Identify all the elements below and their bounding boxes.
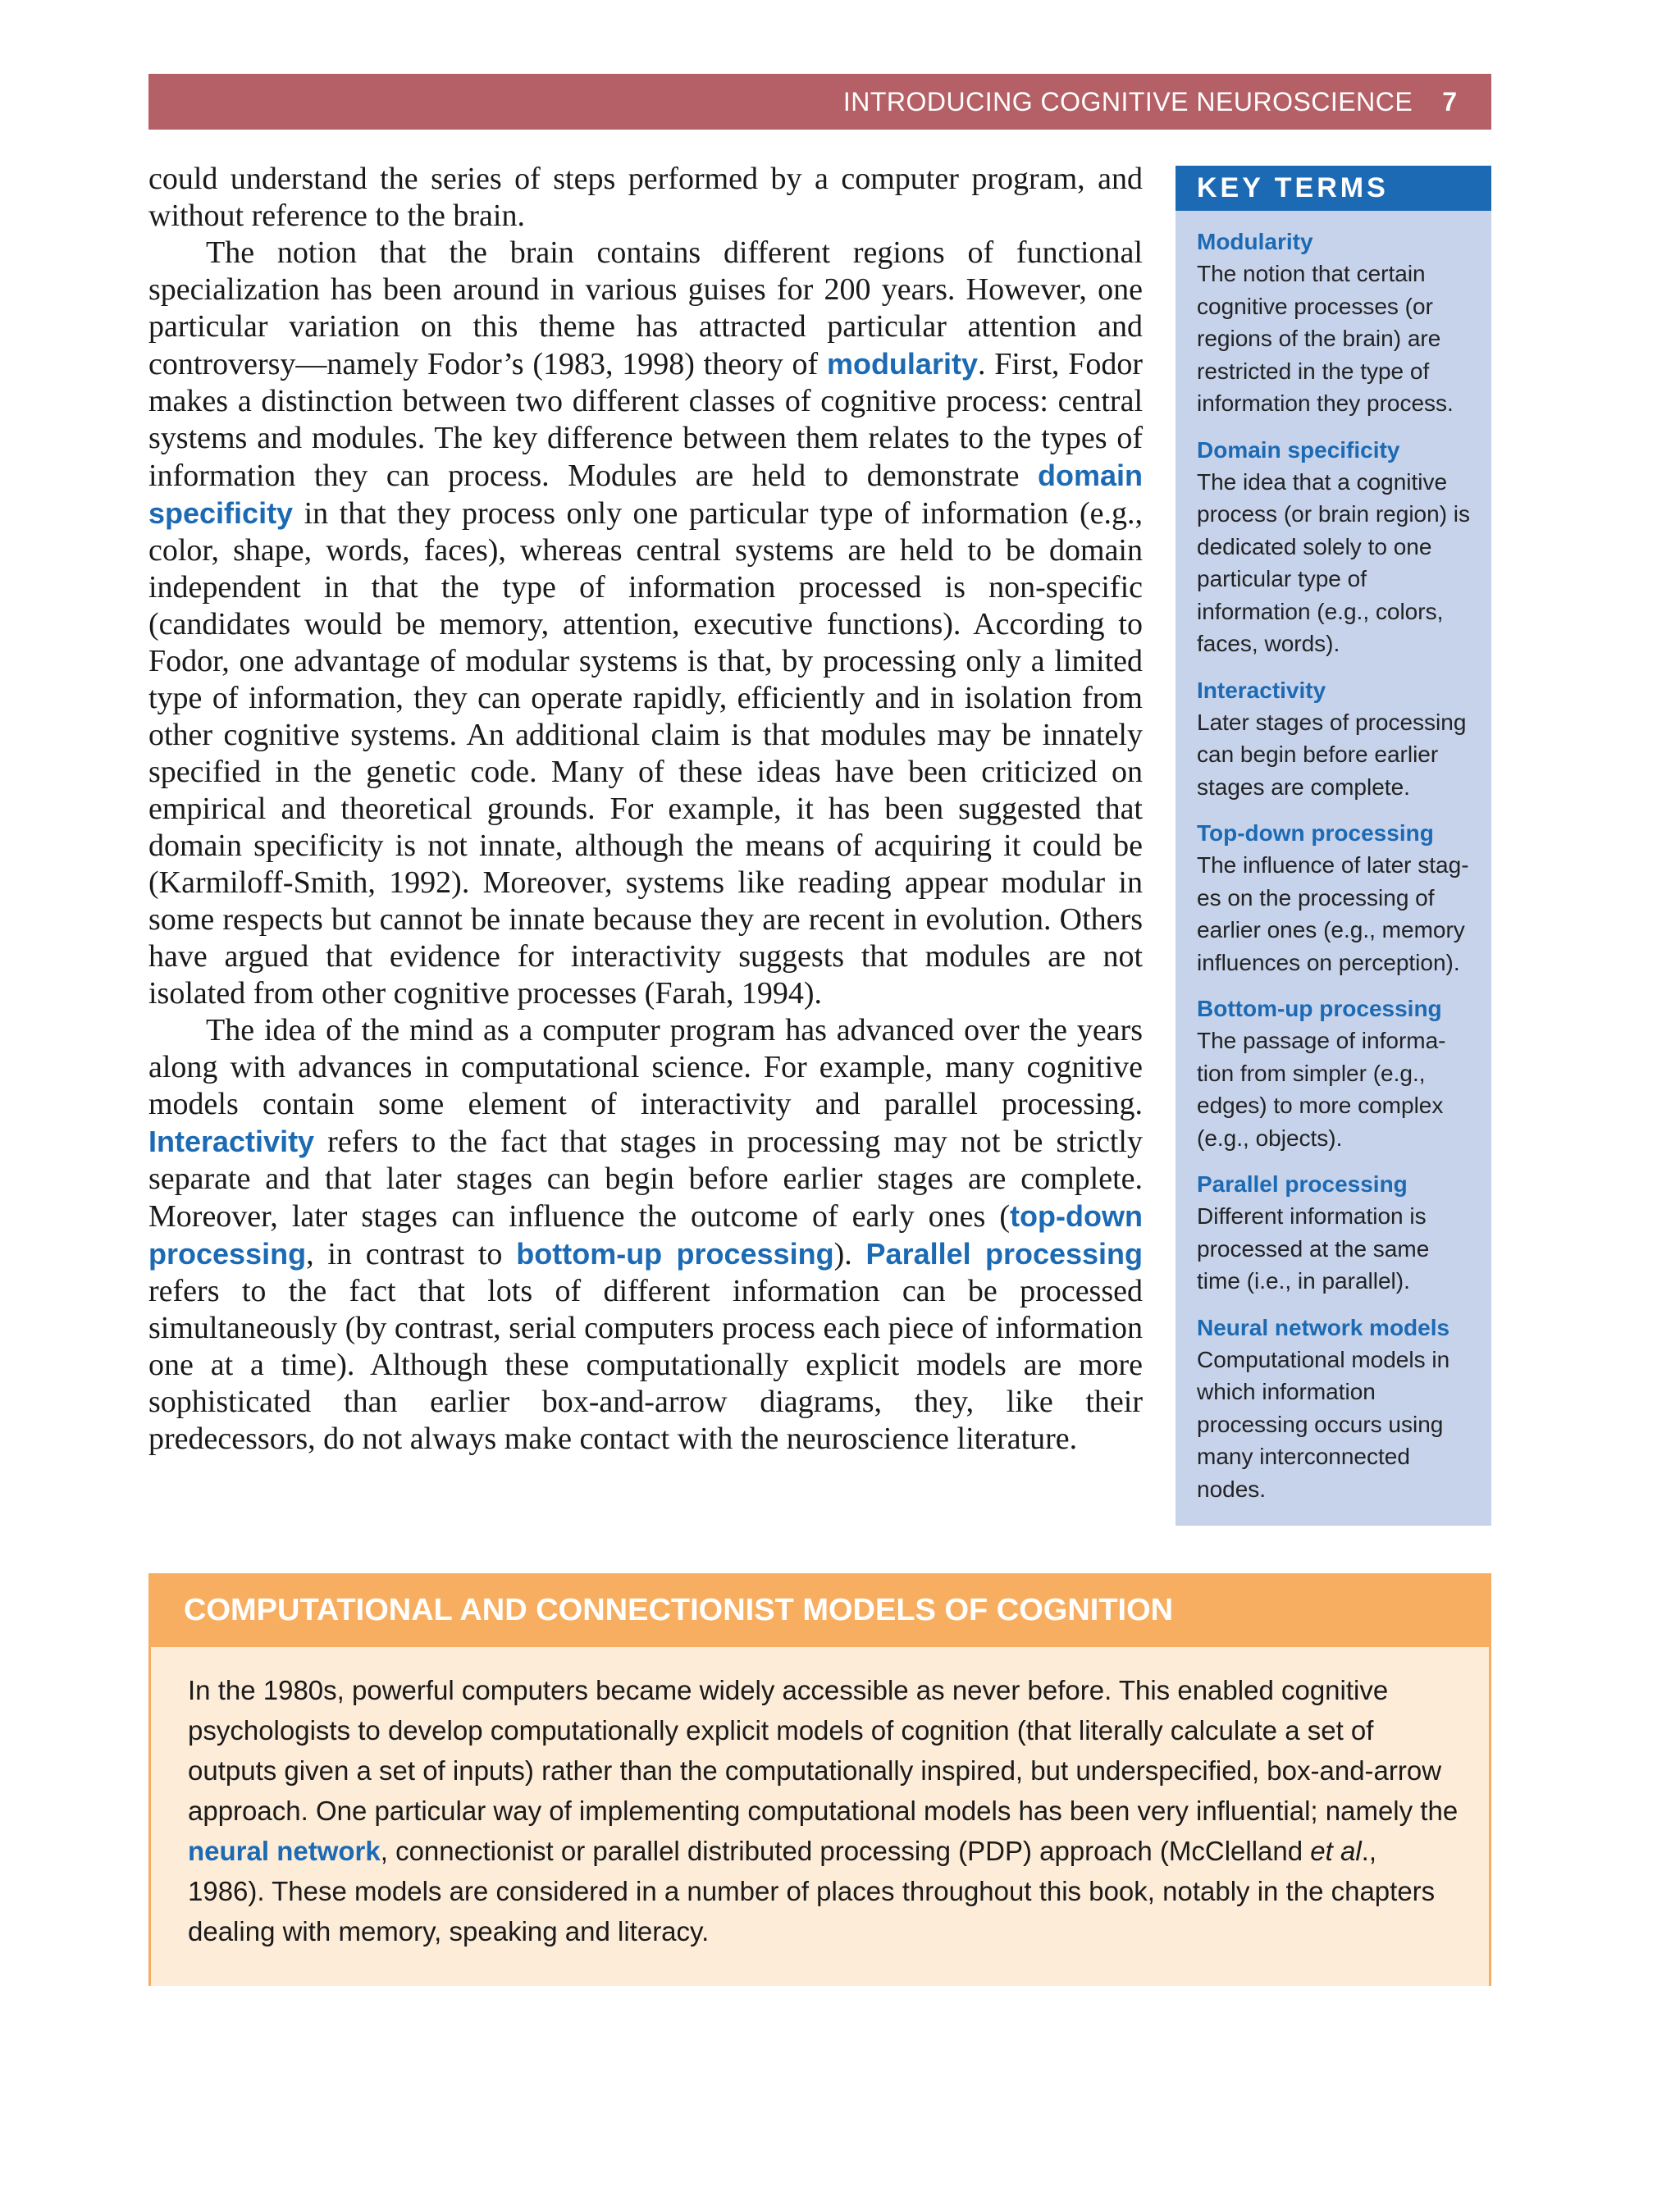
feature-box-text-b: , connectionist or parallel distributed processing (PDP) approach (McClelland bbox=[380, 1836, 1311, 1866]
key-term-definition: The notion that certain cognitive processes (or regions of the brain) are restricted in the type of information they process. bbox=[1197, 261, 1454, 416]
key-term-entry bbox=[1197, 1312, 1475, 1506]
key-term-neural-network: neural network bbox=[188, 1836, 381, 1866]
paragraph-3-text-e: refers to the fact that lots of different information can be processed simultaneously (by contrast, serial computers process each piece of information one at a time). Although these computationally explicit models are more sophisticated than earlier box-and-arrow diagrams, they, like their predecessors, do not always make contact with the neuroscience literature. bbox=[148, 1274, 1143, 1456]
key-term-name: Parallel processing bbox=[1197, 1171, 1408, 1197]
key-term-name: Neural network models bbox=[1197, 1314, 1450, 1340]
paragraph-3-text-d: ). bbox=[833, 1237, 866, 1271]
paragraph-3-text-c: , in contrast to bbox=[306, 1237, 517, 1271]
paragraph-3 bbox=[148, 1012, 1143, 1458]
feature-box bbox=[148, 1573, 1491, 1986]
page-number: 7 bbox=[1442, 86, 1457, 116]
key-term-entry bbox=[1197, 226, 1475, 420]
key-term-parallel-processing: Parallel processing bbox=[865, 1237, 1144, 1271]
feature-box-text-a: In the 1980s, powerful computers became widely accessible as never before. This enabled cognitive psychologists to develop computationally explicit models of cognition (that literally calculate a set of outputs given a set of inputs) rather than the computationally inspired, but underspecified, box-and-arrow approach. One particular way of implementing computational models has been very influential; namely the bbox=[188, 1675, 1459, 1826]
paragraph-3-text-a: The idea of the mind as a computer program has advanced over the years along with advances in computational science. For example, many cognitive models contain some element of interactivity and parallel processing. bbox=[148, 1013, 1143, 1121]
key-term-definition: Later stages of processing can begin before earlier stages are complete. bbox=[1197, 709, 1467, 800]
key-term-modularity: modularity bbox=[826, 347, 978, 381]
key-term-entry bbox=[1197, 1168, 1475, 1298]
key-term-definition: Computational models in which information processing occurs using many interconnected nodes. bbox=[1197, 1346, 1450, 1502]
paragraph-2 bbox=[148, 235, 1143, 1012]
feature-box-body bbox=[151, 1647, 1489, 1951]
feature-box-text-c: ., 1986). These models are considered in a number of places throughout this book, notably in the chapters dealing with memory, speaking and literacy. bbox=[188, 1836, 1436, 1946]
key-term-entry bbox=[1197, 674, 1475, 804]
key-terms-title: KEY TERMS bbox=[1176, 166, 1491, 211]
paragraph-2-text-b: . First, Fodor makes a distinction between two different classes of cognitive process: central systems and modules. The key difference between them relates to the types of information they can process. Modules are held to demonstrate bbox=[148, 347, 1143, 493]
key-term-definition: Different information is processed at the same time (i.e., in parallel). bbox=[1197, 1203, 1430, 1294]
paragraph-2-text-c: in that they process only one particular type of information (e.g., color, shape, words, faces), whereas central systems are held to be domain independent in that the type of information processed is non-specific (candidates would be memory, attention, executive functions). According to Fodor, one advantage of modular systems is that, by processing only a limited type of information, they can operate rapidly, efficiently and in isolation from other cognitive systems. An additional claim is that modules may be innately specified in the genetic code. Many of these ideas have been criticized on empirical and theoretical grounds. For example, it has been suggested that domain specificity is not innate, although the means of acquiring it could be (Karmiloff-Smith, 1992). Moreover, systems like reading appear modular in some respects but cannot be innate because they are recent in evolution. Others have argued that evidence for interactivity suggests that modules are not isolated from other cognitive processes (Farah, 1994). bbox=[148, 496, 1143, 1011]
key-term-name: Bottom-up processing bbox=[1197, 996, 1442, 1021]
key-term-bottom-up-processing: bottom-up processing bbox=[516, 1237, 834, 1271]
main-body-text bbox=[148, 161, 1143, 1458]
key-term-definition: The idea that a cognitive process (or brain region) is dedicated solely to one particular type of information (e.g., colors, faces, words). bbox=[1197, 468, 1471, 656]
key-term-interactivity: Interactivity bbox=[148, 1125, 315, 1158]
key-term-name: Domain specificity bbox=[1197, 436, 1400, 463]
key-term-name: Top-down processing bbox=[1197, 820, 1434, 846]
key-terms-list bbox=[1176, 211, 1491, 1505]
key-term-name: Interactivity bbox=[1197, 677, 1326, 703]
key-term-entry bbox=[1197, 993, 1475, 1154]
running-header bbox=[148, 74, 1491, 130]
paragraph-1: could understand the series of steps performed by a computer program, and without reference to the brain. bbox=[148, 162, 1143, 233]
running-header-title: INTRODUCING COGNITIVE NEUROSCIENCE bbox=[842, 86, 1413, 116]
feature-box-title: COMPUTATIONAL AND CONNECTIONIST MODELS OF COGNITION bbox=[151, 1573, 1489, 1647]
key-term-top-down-processing: top-down processing bbox=[148, 1199, 1143, 1271]
key-term-domain-specificity: domain specificity bbox=[148, 459, 1143, 530]
paragraph-2-text-a: The notion that the brain contains different regions of functional specialization has been around in various guises for 200 years. However, one particular variation on this theme has attracted particular attention and controversy—namely Fodor’s (1983, 1998) theory of bbox=[148, 235, 1143, 381]
key-term-entry bbox=[1197, 817, 1475, 979]
feature-box-et-al: et al bbox=[1310, 1836, 1362, 1866]
key-term-definition: The influence of later stag-es on the processing of earlier ones (e.g., memory influences on perception). bbox=[1197, 852, 1469, 975]
paragraph-3-text-b: refers to the fact that stages in processing may not be strictly separate and that later stages can begin before earlier stages are complete. Moreover, later stages can influence the outcome of early ones ( bbox=[148, 1125, 1143, 1234]
key-term-entry bbox=[1197, 434, 1475, 660]
key-term-name: Modularity bbox=[1197, 229, 1313, 254]
key-term-definition: The passage of informa-tion from simpler (e.g., edges) to more complex (e.g., objects). bbox=[1197, 1028, 1446, 1151]
key-terms-sidebar bbox=[1176, 166, 1491, 1526]
